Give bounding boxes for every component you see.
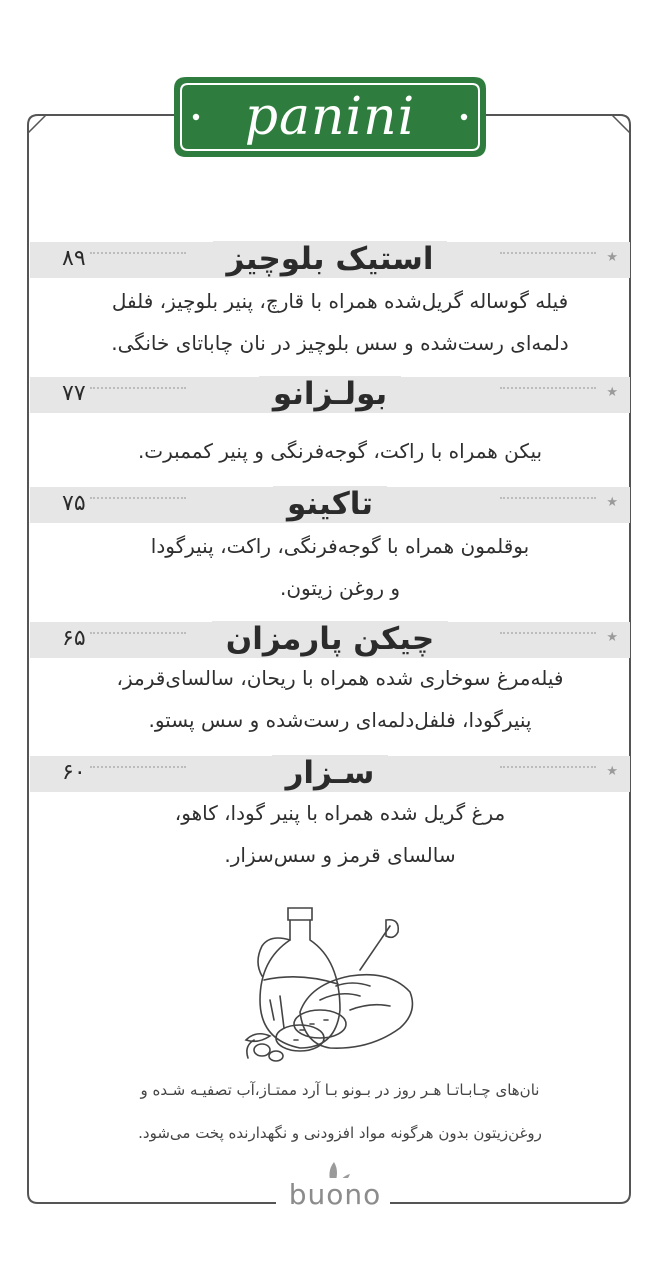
desc-line: و روغن زیتون.	[279, 576, 400, 600]
title-banner	[172, 75, 488, 159]
desc-line: فیله‌مرغ سوخاری شده همراه با ریحان، سالسای‌قرمز،	[116, 666, 564, 690]
item-description	[70, 280, 610, 364]
item-name: بولـزانو	[259, 376, 401, 412]
brand-wordmark: buono	[280, 1178, 390, 1211]
star-icon: ★	[606, 764, 618, 779]
star-icon: ★	[606, 385, 618, 400]
footnote-line: روغن‌زیتون بدون هرگونه مواد افزودنی و نگهدارنده پخت می‌شود.	[138, 1124, 542, 1142]
bread-oil-illustration	[240, 900, 420, 1070]
item-description	[70, 792, 610, 876]
item-price: ۶۰	[58, 756, 90, 790]
desc-line: پنیرگودا، فلفل‌دلمه‌ای رست‌شده و سس پستو.	[148, 708, 532, 732]
item-name: سـزار	[272, 755, 389, 791]
menu-item-header	[30, 242, 630, 278]
item-description	[70, 525, 610, 609]
item-price: ۷۷	[58, 377, 90, 411]
star-icon: ★	[606, 495, 618, 510]
menu-item-header	[30, 377, 630, 413]
desc-line: بیکن همراه با راکت، گوجه‌فرنگی و پنیر کممبرت.	[137, 439, 543, 463]
menu-item-header	[30, 756, 630, 792]
menu-title: panini	[244, 87, 416, 147]
menu-item-header	[30, 622, 630, 658]
desc-line: دلمه‌ای رست‌شده و سس بلوچیز در نان چاباتای خانگی.	[111, 331, 569, 355]
menu-item-header	[30, 487, 630, 523]
star-icon: ★	[606, 630, 618, 645]
item-description	[70, 430, 610, 472]
desc-line: فیله گوساله گریل‌شده همراه با قارچ، پنیر بلوچیز، فلفل‌	[111, 289, 569, 313]
item-name: تاکینو	[273, 486, 387, 522]
item-price: ۷۵	[58, 487, 90, 521]
star-icon: ★	[606, 250, 618, 265]
desc-line: مرغ گریل شده همراه با پنیر گودا، کاهو،	[174, 801, 506, 825]
item-name: استیک بلوچیز	[213, 241, 448, 277]
desc-line: سالسای قرمز و سس‌سزار.	[224, 843, 456, 867]
brand-logo	[280, 1160, 390, 1220]
item-description	[70, 657, 610, 741]
item-name: چیکن پارمزان	[212, 621, 448, 657]
item-price: ۸۹	[58, 242, 90, 276]
item-price: ۶۵	[58, 622, 90, 656]
footnote-line: نان‌های چـابـاتـا هـر روز در بـونو بـا آرد ممتـاز،آب تصفیـه شـده و	[140, 1081, 540, 1099]
desc-line: بوقلمون همراه با گوجه‌فرنگی، راکت، پنیرگودا	[150, 534, 530, 558]
